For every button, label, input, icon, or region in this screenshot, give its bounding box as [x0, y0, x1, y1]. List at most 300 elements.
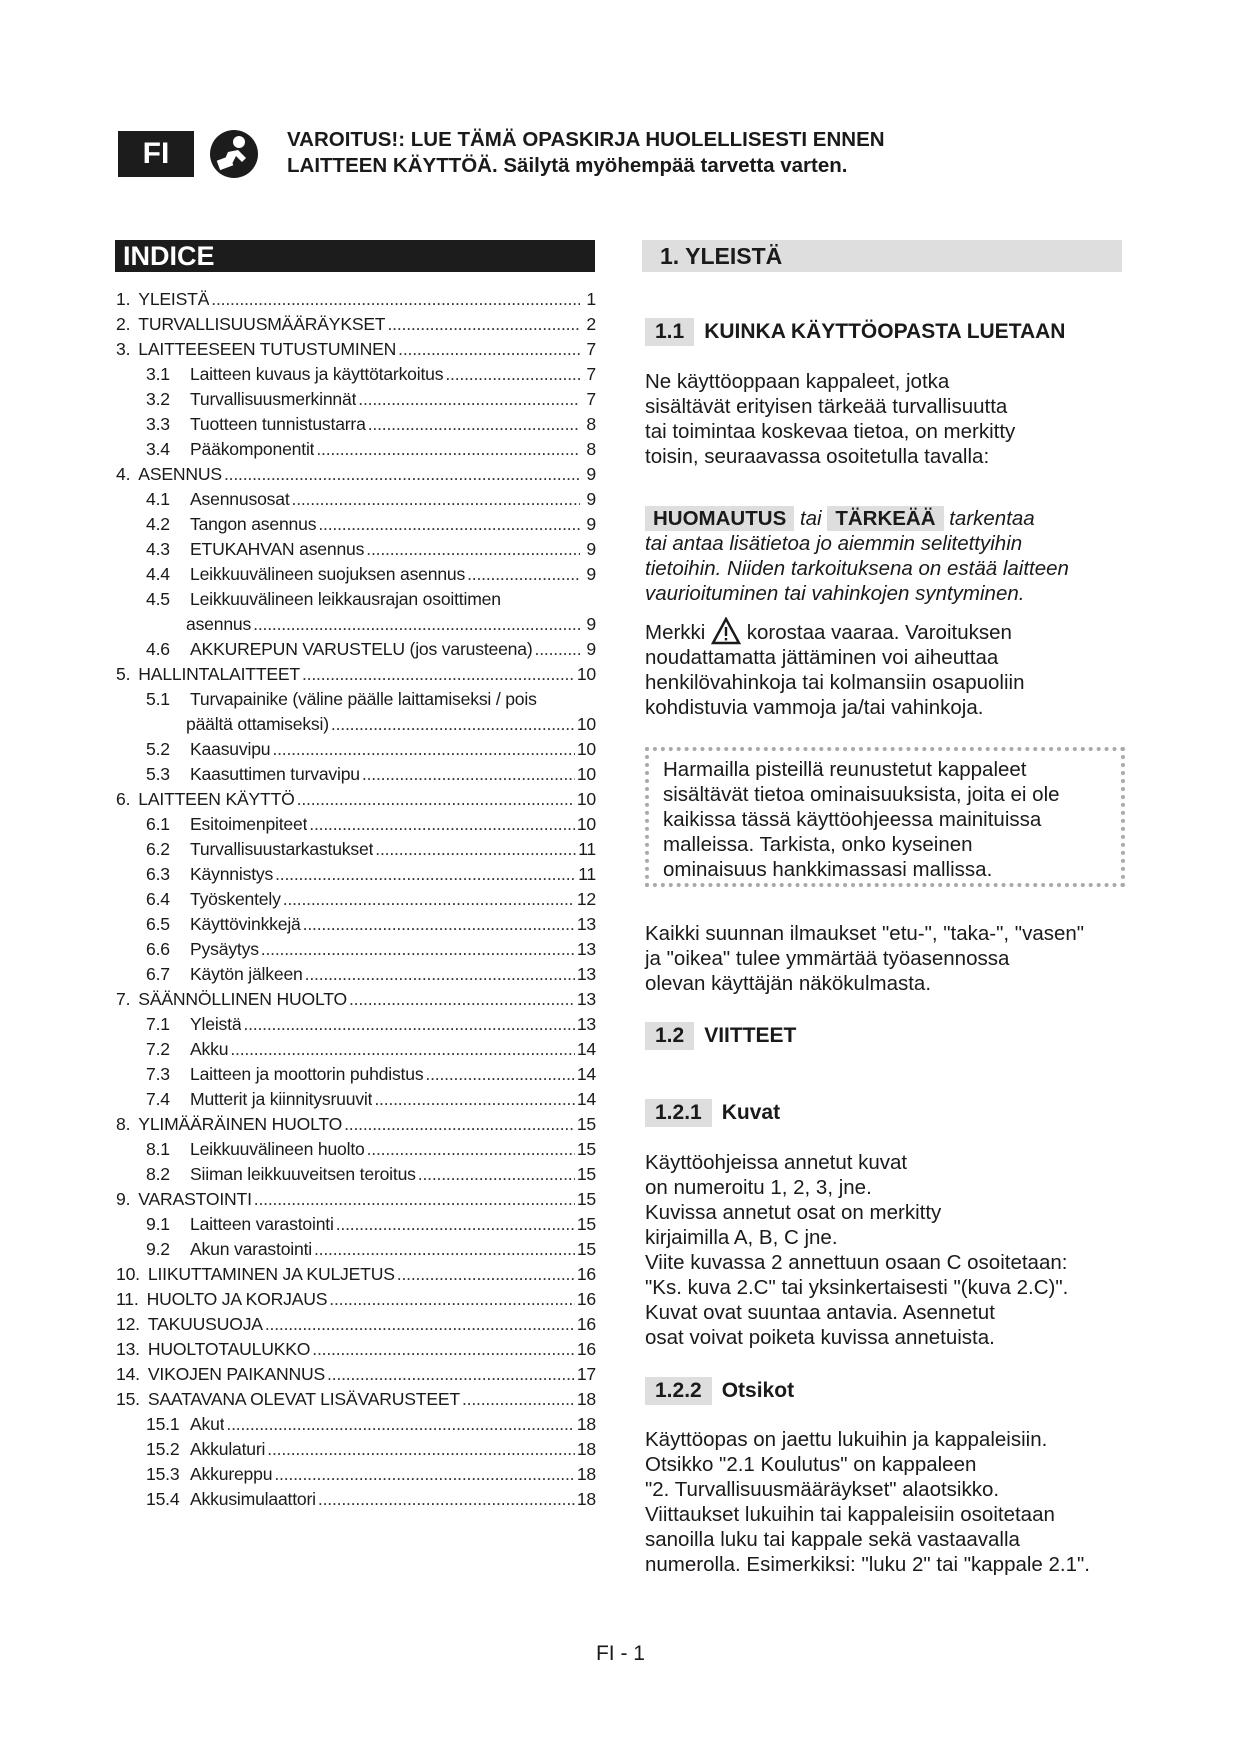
toc-item-page: 10: [576, 664, 596, 684]
toc-item-page: 10: [576, 814, 596, 834]
toc-item[interactable]: [116, 1262, 596, 1287]
toc-item-number: 6.7: [146, 964, 170, 984]
toc-item-number: 15.4: [146, 1489, 180, 1509]
toc-item[interactable]: [116, 562, 596, 587]
text-line: numerolla. Esimerkiksi: "luku 2" tai "kappale 2.1".: [645, 1553, 1090, 1576]
toc-item[interactable]: [116, 1312, 596, 1337]
toc-item[interactable]: [116, 837, 596, 862]
toc-leader-dots: [305, 962, 575, 987]
toc-item-label: Akkusimulaattori: [190, 1489, 316, 1509]
toc-item-number: 3.3: [146, 414, 170, 434]
toc-leader-dots: [211, 287, 580, 312]
toc-item-number: 15.3: [146, 1464, 180, 1484]
toc-leader-dots: [331, 712, 575, 737]
toc-item[interactable]: [116, 662, 596, 687]
toc-leader-dots: [336, 1212, 575, 1237]
otsikot-paragraph: [645, 1427, 1125, 1577]
toc-item-label: Turvallisuustarkastukset: [190, 839, 374, 859]
text-line: sanoilla luku tai kappale sekä vastaavalla: [645, 1528, 1020, 1551]
toc-leader-dots: [374, 1087, 575, 1112]
toc-leader-dots: [297, 787, 575, 812]
text-line: osat voivat poiketa kuvissa annetuista.: [645, 1326, 995, 1349]
toc-item[interactable]: [116, 937, 596, 962]
toc-item-number: 15.2: [146, 1439, 180, 1459]
toc-item-label: Laitteen ja moottorin puhdistus: [190, 1064, 424, 1084]
toc-item-label: Pääkomponentit: [190, 439, 315, 459]
subsection-1-1-heading: [645, 318, 1065, 346]
toc-item-label: HUOLTOTAULUKKO: [147, 1339, 311, 1359]
toc-item-number: 13.: [116, 1339, 140, 1359]
text-line: "Ks. kuva 2.C" tai yksinkertaisesti "(kuva 2.C)".: [645, 1276, 1069, 1299]
subsection-title: Otsikot: [721, 1379, 795, 1402]
text-line: Käyttöohjeissa annetut kuvat: [645, 1151, 908, 1174]
intro-paragraph: [645, 369, 1125, 469]
toc-item-number: 14.: [116, 1364, 140, 1384]
text-line: tai antaa lisätietoa jo aiemmin selitettyihin: [645, 532, 1023, 555]
subsection-1-2-2-heading: [645, 1377, 794, 1405]
toc-item-label: Kaasuvipu: [190, 739, 271, 759]
toc-item-page: 18: [576, 1489, 596, 1509]
toc-item[interactable]: [116, 487, 596, 512]
toc-leader-dots: [316, 437, 580, 462]
toc-item[interactable]: [116, 787, 596, 812]
toc-item-number: 15.1: [146, 1414, 180, 1434]
toc-item[interactable]: [116, 1212, 596, 1237]
toc-item-page: 15: [576, 1214, 596, 1234]
toc-item-number: 4.6: [146, 639, 170, 659]
tai-word: tai: [799, 507, 822, 530]
text-line: vaurioituminen tai vahinkojen syntyminen.: [645, 582, 1025, 605]
toc-item-page: 8: [586, 414, 596, 434]
toc-leader-dots: [349, 987, 575, 1012]
toc-item-page: 15: [576, 1189, 596, 1209]
toc-item-page: 16: [576, 1314, 596, 1334]
text-line: Kuvat ovat suuntaa antavia. Asennetut: [645, 1301, 995, 1324]
toc-item-label: SAATAVANA OLEVAT LISÄVARUSTEET: [147, 1389, 460, 1409]
toc-item-number: 6.6: [146, 939, 170, 959]
toc-item-label: VARASTOINTI: [138, 1189, 252, 1209]
toc-leader-dots: [366, 537, 580, 562]
toc-item-label: Pysäytys: [190, 939, 259, 959]
toc-item-number: 2.: [116, 314, 131, 334]
toc-item-page: 16: [576, 1289, 596, 1309]
toc-leader-dots: [318, 512, 580, 537]
toc-leader-dots: [362, 762, 575, 787]
toc-item-label: AKKUREPUN VARUSTELU (jos varusteena): [190, 639, 533, 659]
toc-item-number: 9.2: [146, 1239, 170, 1259]
toc-leader-dots: [467, 562, 580, 587]
table-of-contents: [116, 287, 596, 1512]
toc-leader-dots: [253, 612, 580, 637]
toc-item-label: Tangon asennus: [190, 514, 317, 534]
toc-item[interactable]: [116, 1487, 596, 1512]
toc-item[interactable]: [116, 737, 596, 762]
toc-leader-dots: [283, 887, 575, 912]
tarkeaa-tag: TÄRKEÄÄ: [827, 506, 943, 531]
toc-item-label: Työskentely: [190, 889, 281, 909]
toc-item-number: 8.2: [146, 1164, 170, 1184]
toc-item-label: HALLINTALAITTEET: [138, 664, 300, 684]
text-line: Harmailla pisteillä reunustetut kappaleet: [663, 758, 1027, 781]
toc-item-label: ETUKAHVAN asennus: [190, 539, 365, 559]
text-line: "2. Turvallisuusmääräykset" alaotsikko.: [645, 1478, 1000, 1501]
toc-item-label: LIIKUTTAMINEN JA KULJETUS: [147, 1264, 395, 1284]
toc-item[interactable]: [116, 1037, 596, 1062]
text-line: Käyttöopas on jaettu lukuihin ja kappaleisiin.: [645, 1428, 1048, 1451]
toc-item-number: 3.2: [146, 389, 170, 409]
toc-item[interactable]: [116, 1012, 596, 1037]
toc-item-page: 14: [576, 1089, 596, 1109]
toc-item-page: 1: [586, 289, 596, 309]
toc-item-label: Leikkuuvälineen huolto: [190, 1139, 365, 1159]
toc-item-number: 7.2: [146, 1039, 170, 1059]
toc-item-page: 18: [576, 1464, 596, 1484]
toc-leader-dots: [397, 1262, 575, 1287]
huomautus-tag: HUOMAUTUS: [645, 506, 794, 531]
toc-item-number: 7.4: [146, 1089, 170, 1109]
note-paragraph: [645, 506, 1125, 606]
toc-item[interactable]: [116, 712, 596, 737]
toc-item[interactable]: [116, 537, 596, 562]
toc-item-page: 17: [576, 1364, 596, 1384]
text-line: Viite kuvassa 2 annettuun osaan C osoitetaan:: [645, 1251, 1068, 1274]
toc-item-label: Leikkuuvälineen suojuksen asennus: [190, 564, 466, 584]
toc-item[interactable]: [116, 1087, 596, 1112]
toc-item-label: Laitteen varastointi: [190, 1214, 334, 1234]
read-manual-icon: [208, 128, 260, 180]
toc-item-page: 7: [586, 339, 596, 359]
toc-item-number: 1.: [116, 289, 131, 309]
toc-item[interactable]: [116, 1112, 596, 1137]
toc-leader-dots: [418, 1162, 575, 1187]
toc-item-number: 8.: [116, 1114, 131, 1134]
toc-leader-dots: [535, 637, 580, 662]
toc-item-number: 7.: [116, 989, 131, 1009]
toc-item-label: Käyttövinkkejä: [190, 914, 301, 934]
subsection-title: Kuvat: [721, 1101, 781, 1124]
toc-item-page: 11: [578, 864, 596, 884]
text-line: kaikissa tässä käyttöohjeessa mainituissa: [663, 808, 1042, 831]
warning-triangle-icon: [711, 617, 741, 645]
toc-item-page: 9: [586, 614, 596, 634]
subsection-title: VIITTEET: [704, 1024, 797, 1047]
text-line: ja "oikea" tulee ymmärtää työasennossa: [645, 947, 1010, 970]
toc-item[interactable]: [116, 287, 596, 312]
toc-item-page: 18: [576, 1389, 596, 1409]
toc-leader-dots: [375, 837, 576, 862]
toc-item-label: Siiman leikkuuveitsen teroitus: [190, 1164, 416, 1184]
toc-leader-dots: [309, 812, 575, 837]
toc-item-page: 15: [576, 1164, 596, 1184]
toc-item-label: Kaasuttimen turvavipu: [190, 764, 360, 784]
toc-item-page: 9: [586, 564, 596, 584]
toc-item-label: Käytön jälkeen: [190, 964, 303, 984]
toc-item-label: YLIMÄÄRÄINEN HUOLTO: [138, 1114, 343, 1134]
toc-item[interactable]: [116, 912, 596, 937]
toc-item[interactable]: [116, 462, 596, 487]
toc-item-label: Akkulaturi: [190, 1439, 266, 1459]
toc-leader-dots: [387, 312, 580, 337]
toc-item-label: Mutterit ja kiinnitysruuvit: [190, 1089, 373, 1109]
text-line: tietoihin. Niiden tarkoituksena on estää laitteen: [645, 557, 1069, 580]
toc-item-number: 4.2: [146, 514, 170, 534]
toc-item-number: 4.3: [146, 539, 170, 559]
subsection-number: 1.2: [645, 1022, 694, 1050]
toc-leader-dots: [243, 1012, 574, 1037]
toc-item-page: 10: [576, 739, 596, 759]
toc-item-number: 5.2: [146, 739, 170, 759]
toc-item[interactable]: [116, 612, 596, 637]
toc-item-number: 15.: [116, 1389, 140, 1409]
dotted-feature-box: [645, 747, 1125, 887]
toc-leader-dots: [462, 1387, 575, 1412]
toc-item-number: 9.1: [146, 1214, 170, 1234]
toc-item[interactable]: [116, 1287, 596, 1312]
toc-leader-dots: [329, 1287, 575, 1312]
toc-item-number: 6.3: [146, 864, 170, 884]
toc-item-number: 11.: [116, 1289, 139, 1309]
toc-item-label: Akkureppu: [190, 1464, 273, 1484]
toc-item[interactable]: [116, 1462, 596, 1487]
toc-item-page: 18: [576, 1414, 596, 1434]
text-line: noudattamatta jättäminen voi aiheuttaa: [645, 646, 999, 669]
toc-leader-dots: [314, 1237, 575, 1262]
toc-item[interactable]: [116, 1437, 596, 1462]
toc-leader-dots: [327, 1362, 575, 1387]
toc-item[interactable]: [116, 1337, 596, 1362]
toc-item-page: 16: [576, 1264, 596, 1284]
toc-item[interactable]: [116, 312, 596, 337]
toc-item-page: 7: [586, 364, 596, 384]
toc-item[interactable]: [116, 1412, 596, 1437]
text-line: Kaikki suunnan ilmaukset "etu-", "taka-", "vasen": [645, 922, 1085, 945]
toc-item-label: Laitteen kuvaus ja käyttötarkoitus: [190, 364, 444, 384]
toc-item[interactable]: [116, 387, 596, 412]
toc-leader-dots: [267, 1437, 575, 1462]
toc-item-label: Turvallisuusmerkinnät: [190, 389, 357, 409]
text-line: henkilövahinkoja tai kolmansiin osapuoliin: [645, 671, 1025, 694]
hazard-first-line: [645, 617, 1125, 645]
toc-leader-dots: [224, 462, 580, 487]
warning-line-2: LAITTEEN KÄYTTÖÄ. Säilytä myöhempää tarvetta varten.: [287, 154, 848, 177]
toc-item-page: 2: [586, 314, 596, 334]
subsection-1-2-1-heading: [645, 1099, 780, 1127]
toc-item[interactable]: [116, 687, 596, 712]
toc-leader-dots: [425, 1062, 574, 1087]
toc-item-page: 15: [576, 1139, 596, 1159]
toc-leader-dots: [265, 1312, 575, 1337]
toc-item[interactable]: [116, 1062, 596, 1087]
toc-item-label: ASENNUS: [138, 464, 222, 484]
toc-item-page: 15: [576, 1114, 596, 1134]
toc-item-number: 7.3: [146, 1064, 170, 1084]
text-line: tai toimintaa koskevaa tietoa, on merkitty: [645, 420, 1016, 443]
toc-item-page: 9: [586, 489, 596, 509]
toc-item-page: 9: [586, 539, 596, 559]
text-line: toisin, seuraavassa osoitetulla tavalla:: [645, 445, 990, 468]
toc-item-label: HUOLTO JA KORJAUS: [146, 1289, 328, 1309]
subsection-number: 1.2.1: [645, 1099, 712, 1127]
toc-item-number: 6.1: [146, 814, 170, 834]
toc-leader-dots: [261, 937, 575, 962]
toc-leader-dots: [367, 1137, 575, 1162]
toc-item-label: Käynnistys: [190, 864, 274, 884]
toc-item[interactable]: [116, 437, 596, 462]
text-line: ominaisuus hankkimassasi mallissa.: [663, 858, 993, 881]
toc-title: INDICE: [115, 240, 595, 272]
text-line: Otsikko "2.1 Koulutus" on kappaleen: [645, 1453, 977, 1476]
toc-item-number: 6.2: [146, 839, 170, 859]
toc-item-label: Akut: [190, 1414, 225, 1434]
subsection-number: 1.2.2: [645, 1377, 712, 1405]
toc-leader-dots: [275, 862, 576, 887]
toc-item-label: Akku: [190, 1039, 229, 1059]
direction-paragraph: [645, 921, 1125, 996]
toc-leader-dots: [318, 1487, 575, 1512]
section-heading-1: 1. YLEISTÄ: [642, 240, 1122, 272]
toc-item-label: TAKUUSUOJA: [147, 1314, 263, 1334]
toc-item-number: 4.5: [146, 589, 170, 609]
toc-item[interactable]: [116, 812, 596, 837]
toc-item-label: TURVALLISUUSMÄÄRÄYKSET: [138, 314, 386, 334]
toc-leader-dots: [312, 1337, 575, 1362]
toc-item-page: 13: [576, 939, 596, 959]
toc-leader-dots: [344, 1112, 575, 1137]
text-line: sisältävät tietoa ominaisuuksista, joita ei ole: [663, 783, 1060, 806]
toc-item-page: 9: [586, 514, 596, 534]
toc-item-page: 14: [576, 1064, 596, 1084]
merkki-word: Merkki: [645, 621, 706, 644]
toc-item-page: 9: [586, 639, 596, 659]
language-badge: FI: [118, 131, 194, 177]
toc-item-number: 10.: [116, 1264, 140, 1284]
toc-item[interactable]: [116, 587, 596, 612]
toc-item[interactable]: [116, 337, 596, 362]
toc-leader-dots: [445, 362, 580, 387]
toc-item-page: 18: [576, 1439, 596, 1459]
toc-item[interactable]: [116, 1162, 596, 1187]
warning-line-1: VAROITUS!: LUE TÄMÄ OPASKIRJA HUOLELLISESTI ENNEN: [287, 128, 885, 151]
toc-leader-dots: [274, 1462, 575, 1487]
toc-item-number: 3.: [116, 339, 131, 359]
toc-item-number: 4.: [116, 464, 131, 484]
toc-item[interactable]: [116, 637, 596, 662]
toc-item-label: LAITTEESEEN TUTUSTUMINEN: [138, 339, 397, 359]
toc-item-page: 16: [576, 1339, 596, 1359]
toc-item-page: 13: [576, 914, 596, 934]
toc-item[interactable]: [116, 1362, 596, 1387]
toc-item-number: 5.: [116, 664, 131, 684]
toc-item-page: 8: [586, 439, 596, 459]
toc-item-label: Akun varastointi: [190, 1239, 312, 1259]
subsection-1-2-heading: [645, 1022, 796, 1050]
toc-item-label: Asennusosat: [190, 489, 290, 509]
toc-item[interactable]: [116, 1187, 596, 1212]
toc-item-number: 12.: [116, 1314, 140, 1334]
text-line: Kuvissa annetut osat on merkitty: [645, 1201, 942, 1224]
toc-item[interactable]: [116, 962, 596, 987]
toc-leader-dots: [302, 662, 575, 687]
toc-item-number: 9.: [116, 1189, 131, 1209]
merkki-rest: korostaa vaaraa. Varoituksen: [746, 621, 1012, 644]
toc-item-page: 7: [586, 389, 596, 409]
toc-leader-dots: [230, 1037, 575, 1062]
toc-item-page: 14: [576, 1039, 596, 1059]
toc-item[interactable]: [116, 1387, 596, 1412]
toc-item-label: YLEISTÄ: [138, 289, 210, 309]
toc-item-page: 10: [576, 714, 596, 734]
toc-leader-dots: [226, 1412, 574, 1437]
toc-item-number: 7.1: [146, 1014, 170, 1034]
toc-item-page: 12: [576, 889, 596, 909]
toc-item[interactable]: [116, 1137, 596, 1162]
toc-item-label: päältä ottamiseksi): [186, 714, 329, 734]
kuvat-paragraph: [645, 1150, 1125, 1350]
toc-item-label: SÄÄNNÖLLINEN HUOLTO: [138, 989, 347, 1009]
toc-leader-dots: [272, 737, 574, 762]
toc-item-number: 6.: [116, 789, 131, 809]
toc-item-number: 4.4: [146, 564, 170, 584]
text-line: Viittaukset lukuihin tai kappaleisiin osoitetaan: [645, 1503, 1055, 1526]
toc-item[interactable]: [116, 862, 596, 887]
toc-leader-dots: [368, 412, 580, 437]
toc-item[interactable]: [116, 362, 596, 387]
toc-item-label: Turvapainike (väline päälle laittamiseksi / pois: [190, 689, 537, 709]
toc-item-label: Leikkuuvälineen leikkausrajan osoittimen: [190, 589, 501, 609]
toc-leader-dots: [292, 487, 580, 512]
toc-item-label: asennus: [186, 614, 252, 634]
toc-item-page: 13: [576, 1014, 596, 1034]
toc-item[interactable]: [116, 1237, 596, 1262]
toc-item[interactable]: [116, 987, 596, 1012]
text-line: malleissa. Tarkista, onko kyseinen: [663, 833, 973, 856]
toc-item-number: 6.5: [146, 914, 170, 934]
hazard-paragraph: [645, 617, 1125, 720]
toc-item-page: 10: [576, 789, 596, 809]
text-line: Ne käyttöoppaan kappaleet, jotka: [645, 370, 950, 393]
note-rest: tarkentaa: [949, 507, 1035, 530]
page-number: FI - 1: [595, 1642, 645, 1665]
toc-item[interactable]: [116, 412, 596, 437]
toc-item-page: 15: [576, 1239, 596, 1259]
warning-text: [287, 127, 967, 179]
subsection-title: KUINKA KÄYTTÖOPASTA LUETAAN: [704, 320, 1066, 343]
toc-item-page: 9: [586, 464, 596, 484]
toc-item-number: 8.1: [146, 1139, 170, 1159]
toc-leader-dots: [358, 387, 580, 412]
toc-item-label: Tuotteen tunnistustarra: [190, 414, 366, 434]
note-first-line: [645, 506, 1125, 531]
text-line: sisältävät erityisen tärkeää turvallisuutta: [645, 395, 1008, 418]
toc-item-number: 6.4: [146, 889, 170, 909]
toc-item-number: 3.1: [146, 364, 170, 384]
text-line: kohdistuvia vammoja ja/tai vahinkoja.: [645, 696, 984, 719]
toc-item-number: 4.1: [146, 489, 170, 509]
toc-item-label: VIKOJEN PAIKANNUS: [147, 1364, 326, 1384]
toc-item-label: Yleistä: [190, 1014, 242, 1034]
toc-item[interactable]: [116, 512, 596, 537]
toc-item-number: 3.4: [146, 439, 170, 459]
toc-item-number: 5.1: [146, 689, 170, 709]
toc-leader-dots: [303, 912, 575, 937]
toc-item-page: 13: [576, 964, 596, 984]
text-line: kirjaimilla A, B, C jne.: [645, 1226, 838, 1249]
toc-item-page: 11: [578, 839, 596, 859]
toc-item[interactable]: [116, 887, 596, 912]
toc-leader-dots: [398, 337, 580, 362]
toc-leader-dots: [254, 1187, 575, 1212]
toc-item[interactable]: [116, 762, 596, 787]
